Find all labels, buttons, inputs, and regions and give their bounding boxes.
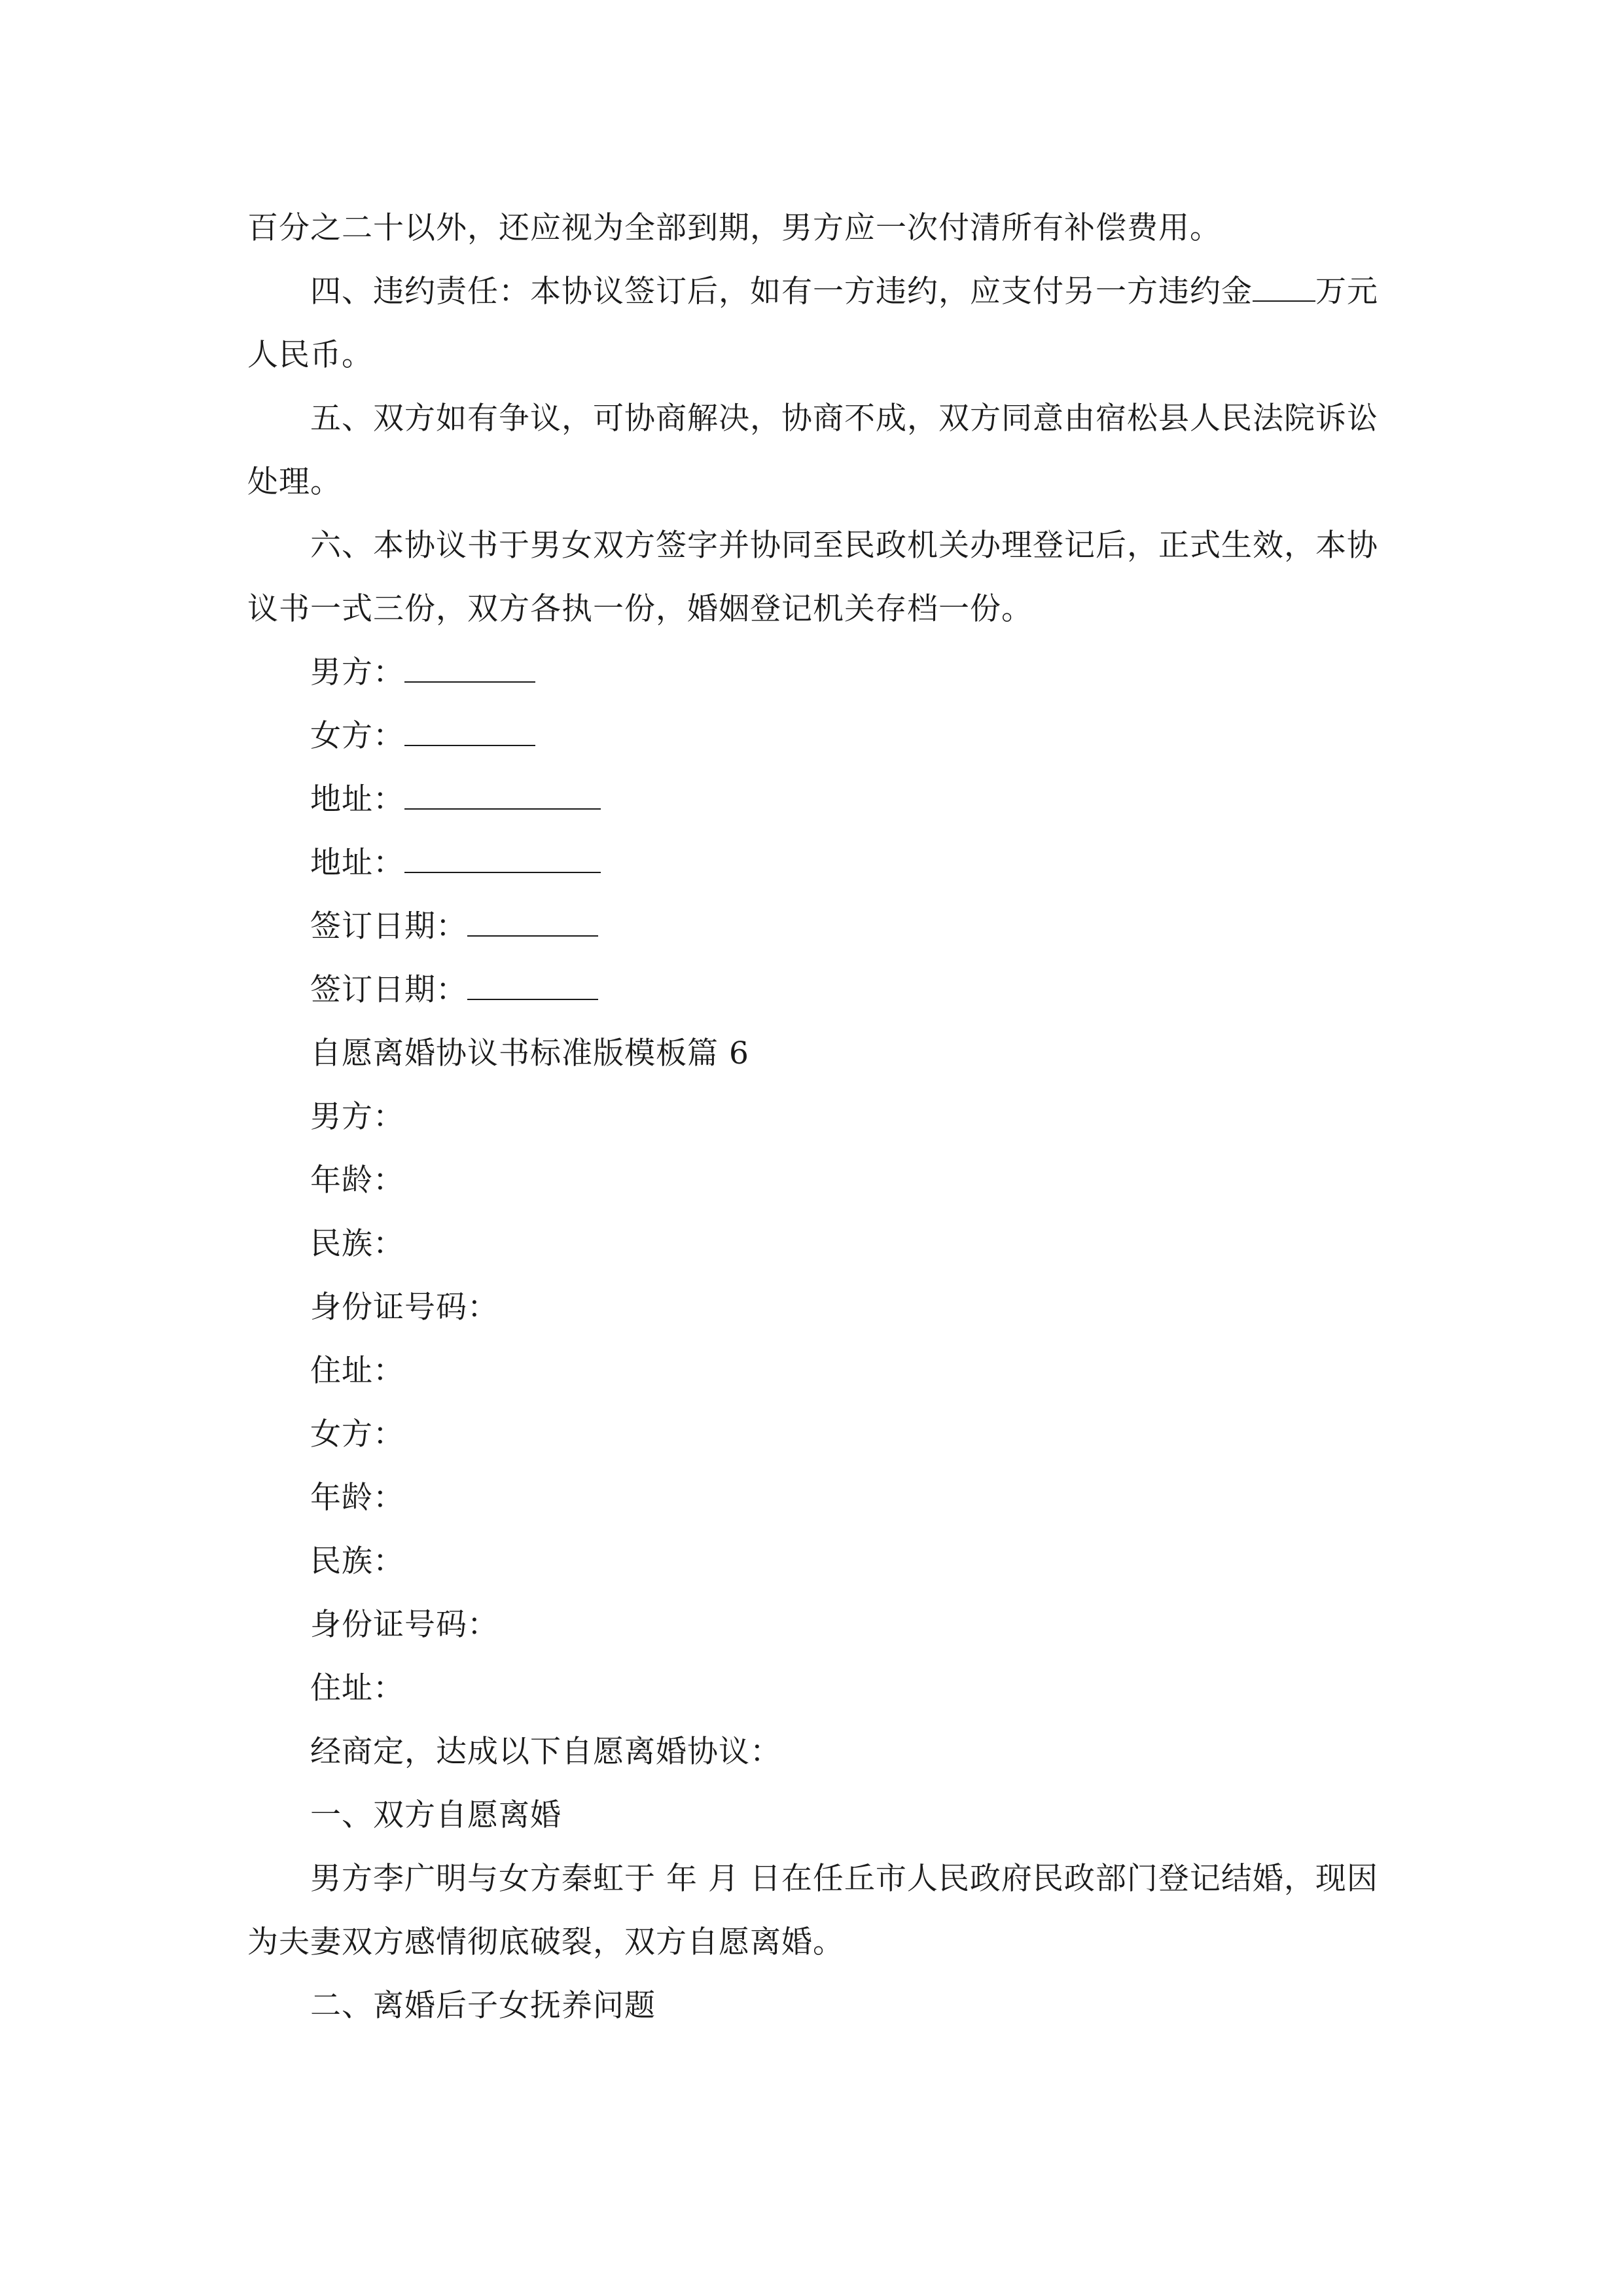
field-label: 签订日期： [310,972,467,1008]
paragraph-dispute-resolution: 五、双方如有争议，可协商解决，协商不成，双方同意由宿松县人民法院诉讼处理。 [247,401,1378,500]
signing-date-blank[interactable] [467,909,598,937]
address-field-wife [247,831,1378,895]
signing-date-blank[interactable] [467,973,598,1000]
field-label: 地址： [310,845,404,881]
clause-body: 男方李广明与女方秦虹于 年 月 日在任丘市人民政府民政部门登记结婚，现因为夫妻双方感情彻底破裂，双方自愿离婚。 [247,1861,1378,1960]
info-field: 女方： [310,1416,404,1452]
breach-text-end: 万元人民币。 [247,274,1378,373]
field-label: 地址： [310,781,404,817]
info-field: 身份证号码： [310,1607,499,1643]
signature-field-wife [247,704,1378,768]
field-label: 女方： [310,718,404,754]
info-field: 住址： [310,1670,404,1706]
section-heading: 自愿离婚协议书标准版模板篇 6 [310,1035,749,1071]
signature-field-husband [247,641,1378,704]
signing-date-field-husband [247,895,1378,958]
husband-signature-blank[interactable] [404,655,535,683]
signing-date-field-wife [247,958,1378,1022]
paragraph-compensation-continuation: 百分之二十以外，还应视为全部到期，男方应一次付清所有补偿费用。 [247,210,1221,246]
paragraph-effectiveness: 六、本协议书于男女双方签字并协同至民政机关办理登记后，正式生效，本协议书一式三份，双方各执一份，婚姻登记机关存档一份。 [247,528,1378,627]
breach-text-start: 四、违约责任：本协议签订后，如有一方违约，应支付另一方违约金 [310,274,1253,310]
info-field: 身份证号码： [310,1289,499,1325]
field-label: 男方： [310,655,404,691]
husband-address-blank[interactable] [404,782,601,810]
info-field: 民族： [310,1543,404,1579]
clause-heading: 一、双方自愿离婚 [310,1797,562,1833]
field-label: 签订日期： [310,908,467,944]
agreement-intro: 经商定，达成以下自愿离婚协议： [310,1734,781,1770]
info-field: 民族： [310,1226,404,1262]
document-body [247,196,1378,2037]
wife-signature-blank[interactable] [404,719,535,746]
info-field: 男方： [310,1099,404,1135]
clause-heading: 二、离婚后子女抚养问题 [310,1988,656,2024]
info-field: 年龄： [310,1480,404,1516]
paragraph-breach-liability [247,260,1378,387]
address-field-husband [247,768,1378,831]
info-field: 年龄： [310,1162,404,1198]
penalty-amount-blank[interactable] [1253,274,1315,302]
wife-address-blank[interactable] [404,846,601,873]
info-field: 住址： [310,1353,404,1389]
